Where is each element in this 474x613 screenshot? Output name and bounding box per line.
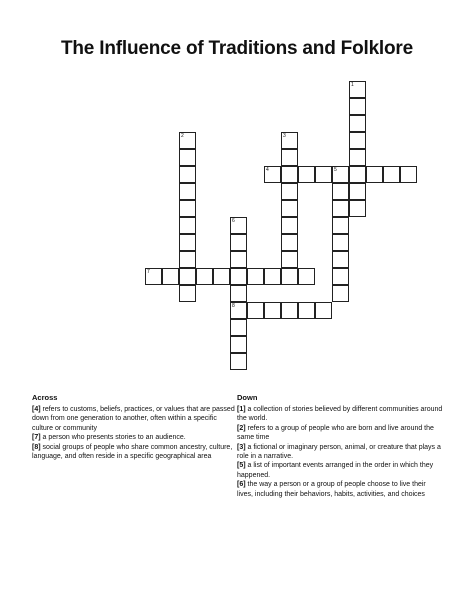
page-title: The Influence of Traditions and Folklore: [61, 38, 413, 59]
clue-down-5: [5] a list of important events arranged in the order in which they happened.: [237, 462, 434, 479]
crossword-cell[interactable]: [179, 149, 196, 166]
clue-number: 3: [283, 133, 286, 139]
crossword-cell[interactable]: [230, 251, 247, 268]
crossword-cell[interactable]: [332, 200, 349, 217]
crossword-cell[interactable]: [196, 268, 213, 285]
clue-down-2: [2] refers to a group of people who are born and live around the same time: [237, 424, 434, 442]
crossword-cell[interactable]: [281, 132, 298, 149]
clue-down-3: [3] a fictional or imaginary person, animal, or creature that plays a role in a narrative.: [237, 443, 441, 461]
crossword-cell[interactable]: [179, 183, 196, 200]
crossword-cell[interactable]: [230, 268, 247, 285]
crossword-cell[interactable]: [230, 336, 247, 353]
crossword-cell[interactable]: [179, 200, 196, 217]
crossword-cell[interactable]: [179, 251, 196, 268]
clue-number: 5: [334, 167, 337, 173]
crossword-cell[interactable]: [383, 166, 400, 183]
clue-across-8: [8] social groups of people who share common ancestry, culture, language, and often reside in a specific geographical area: [32, 443, 233, 461]
crossword-cell[interactable]: [264, 302, 281, 319]
crossword-cell[interactable]: [230, 217, 247, 234]
crossword-cell[interactable]: [281, 268, 298, 285]
crossword-cell[interactable]: [400, 166, 417, 183]
crossword-cell[interactable]: [332, 234, 349, 251]
crossword-cell[interactable]: [332, 183, 349, 200]
crossword-cell[interactable]: [179, 166, 196, 183]
clue-number: 1: [351, 82, 354, 88]
crossword-cell[interactable]: [298, 166, 315, 183]
clue-number: 8: [232, 303, 235, 309]
clue-number: 6: [232, 218, 235, 224]
crossword-cell[interactable]: [145, 268, 162, 285]
crossword-cell[interactable]: [281, 183, 298, 200]
across-clues: [32, 393, 238, 461]
crossword-cell[interactable]: [332, 217, 349, 234]
crossword-cell[interactable]: [281, 302, 298, 319]
crossword-cell[interactable]: [332, 285, 349, 302]
clue-down-1: [1] a collection of stories believed by different communities around the world.: [237, 406, 443, 423]
crossword-cell[interactable]: [264, 268, 281, 285]
crossword-cell[interactable]: [315, 302, 332, 319]
crossword-cell[interactable]: [298, 302, 315, 319]
clue-down-6: [6] the way a person or a group of people choose to live their lives, including their behaviors, habits, activities, and choices: [237, 481, 426, 498]
crossword-cell[interactable]: [349, 149, 366, 166]
crossword-cell[interactable]: [281, 251, 298, 268]
crossword-cell[interactable]: [264, 166, 281, 183]
crossword-cell[interactable]: [162, 268, 179, 285]
crossword-cell[interactable]: [281, 217, 298, 234]
crossword-cell[interactable]: [281, 149, 298, 166]
crossword-cell[interactable]: [179, 285, 196, 302]
crossword-cell[interactable]: [247, 268, 264, 285]
crossword-cell[interactable]: [332, 251, 349, 268]
crossword-cell[interactable]: [247, 302, 264, 319]
crossword-cell[interactable]: [213, 268, 230, 285]
clue-number: 2: [181, 133, 184, 139]
crossword-cell[interactable]: [179, 132, 196, 149]
crossword-cell[interactable]: [349, 132, 366, 149]
crossword-cell[interactable]: [230, 353, 247, 370]
clue-number: 7: [147, 269, 150, 275]
crossword-cell[interactable]: [298, 268, 315, 285]
crossword-cell[interactable]: [332, 166, 349, 183]
clue-across-4: [4] refers to customs, beliefs, practices, or values that are passed down from one generation to another, often within a specific culture or community: [32, 406, 235, 432]
crossword-cell[interactable]: [230, 285, 247, 302]
crossword-cell[interactable]: [332, 268, 349, 285]
crossword-cell[interactable]: [281, 166, 298, 183]
down-heading: Down: [237, 393, 258, 402]
crossword-cell[interactable]: [349, 183, 366, 200]
crossword-cell[interactable]: [179, 268, 196, 285]
down-clues: [237, 393, 443, 499]
crossword-cell[interactable]: [179, 234, 196, 251]
crossword-cell[interactable]: [230, 319, 247, 336]
crossword-cell[interactable]: [349, 166, 366, 183]
crossword-cell[interactable]: [230, 234, 247, 251]
crossword-cell[interactable]: [281, 200, 298, 217]
crossword-cell[interactable]: [349, 98, 366, 115]
clue-number: 4: [266, 167, 269, 173]
across-heading: Across: [32, 393, 58, 402]
crossword-cell[interactable]: [366, 166, 383, 183]
crossword-cell[interactable]: [349, 200, 366, 217]
crossword-cell[interactable]: [315, 166, 332, 183]
clue-across-7: [7] a person who presents stories to an audience.: [32, 434, 186, 442]
crossword-cell[interactable]: [179, 217, 196, 234]
crossword-cell[interactable]: [349, 81, 366, 98]
crossword-cell[interactable]: [349, 115, 366, 132]
crossword-cell[interactable]: [230, 302, 247, 319]
crossword-cell[interactable]: [281, 234, 298, 251]
